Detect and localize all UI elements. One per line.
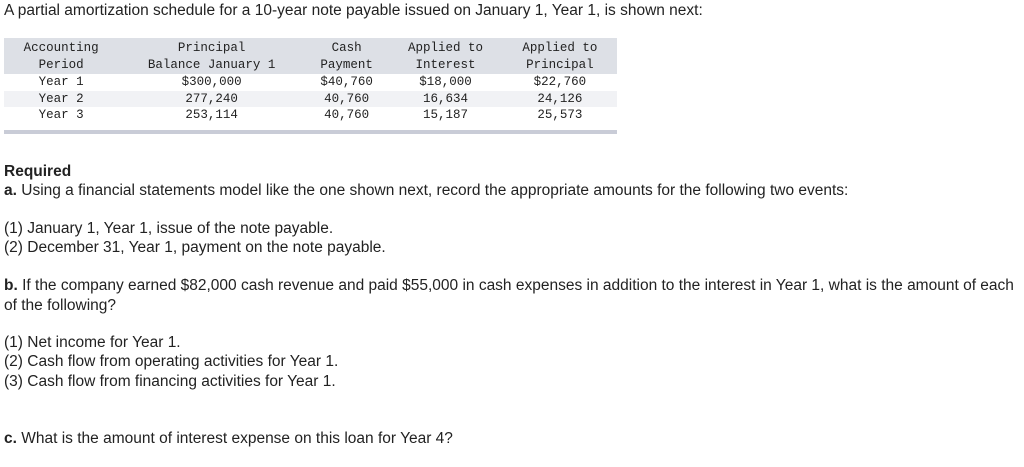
cell-period: Year 2	[38, 91, 84, 106]
intro-text: A partial amortization schedule for a 10-year note payable issued on January 1, Year 1, is shown next:	[4, 2, 703, 19]
question-a-item: (1) January 1, Year 1, issue of the note payable.	[4, 220, 334, 237]
cell-cash-payment: $40,760	[320, 75, 373, 89]
cell-period: Year 1	[38, 75, 84, 89]
header-cash-payment	[305, 38, 388, 74]
header-line: Balance January 1	[147, 57, 276, 72]
table-row	[4, 107, 617, 129]
table-header-row	[4, 38, 617, 74]
cell-principal: 24,126	[537, 91, 583, 106]
question-c-label: c.	[4, 430, 17, 447]
cell-interest: 16,634	[422, 91, 468, 106]
cell-principal-balance: $300,000	[181, 75, 242, 89]
header-principal-balance	[118, 38, 305, 74]
table-row	[4, 74, 617, 91]
header-line: Applied to	[407, 41, 483, 55]
header-line: Accounting	[23, 41, 99, 55]
header-line: Cash	[331, 41, 362, 55]
header-accounting-period	[4, 38, 118, 74]
table-bottom-rule	[4, 130, 617, 134]
cell-period: Year 3	[38, 108, 84, 122]
question-b-item: (2) Cash flow from operating activities for Year 1.	[4, 353, 339, 370]
question-b-label: b.	[4, 277, 18, 294]
question-c	[4, 429, 453, 449]
header-line: Principal	[526, 57, 594, 72]
question-b	[4, 276, 1016, 316]
question-b-item: (3) Cash flow from financing activities for Year 1.	[4, 373, 336, 390]
question-a	[4, 181, 848, 201]
cell-interest: 15,187	[422, 108, 468, 122]
cell-cash-payment: 40,760	[324, 108, 370, 122]
required-heading: Required	[4, 163, 72, 180]
header-line: Applied to	[522, 41, 598, 55]
question-b-text: If the company earned $82,000 cash revenue and paid $55,000 in cash expenses in addition to the interest in Year 1, what is the amount of each of the following?	[4, 277, 1014, 314]
cell-principal: 25,573	[537, 108, 583, 122]
cell-cash-payment: 40,760	[324, 91, 370, 106]
header-line: Payment	[320, 57, 373, 72]
table-row	[4, 91, 617, 108]
question-b-item: (1) Net income for Year 1.	[4, 334, 181, 351]
header-line: Period	[38, 57, 84, 72]
header-line: Interest	[415, 57, 476, 72]
question-c-text: What is the amount of interest expense on this loan for Year 4?	[16, 430, 453, 447]
question-a-text: Using a financial statements model like the one shown next, record the appropriate amounts for the following two events:	[16, 182, 849, 199]
cell-principal: $22,760	[533, 75, 587, 89]
header-line: Principal	[177, 41, 246, 55]
question-a-item: (2) December 31, Year 1, payment on the note payable.	[4, 239, 386, 256]
header-applied-to-interest	[388, 38, 502, 74]
cell-interest: $18,000	[419, 75, 472, 89]
cell-principal-balance: 277,240	[185, 91, 238, 106]
header-applied-to-principal	[503, 38, 617, 74]
amortization-schedule-table	[4, 38, 617, 129]
cell-principal-balance: 253,114	[185, 108, 238, 122]
question-a-label: a.	[4, 182, 17, 199]
